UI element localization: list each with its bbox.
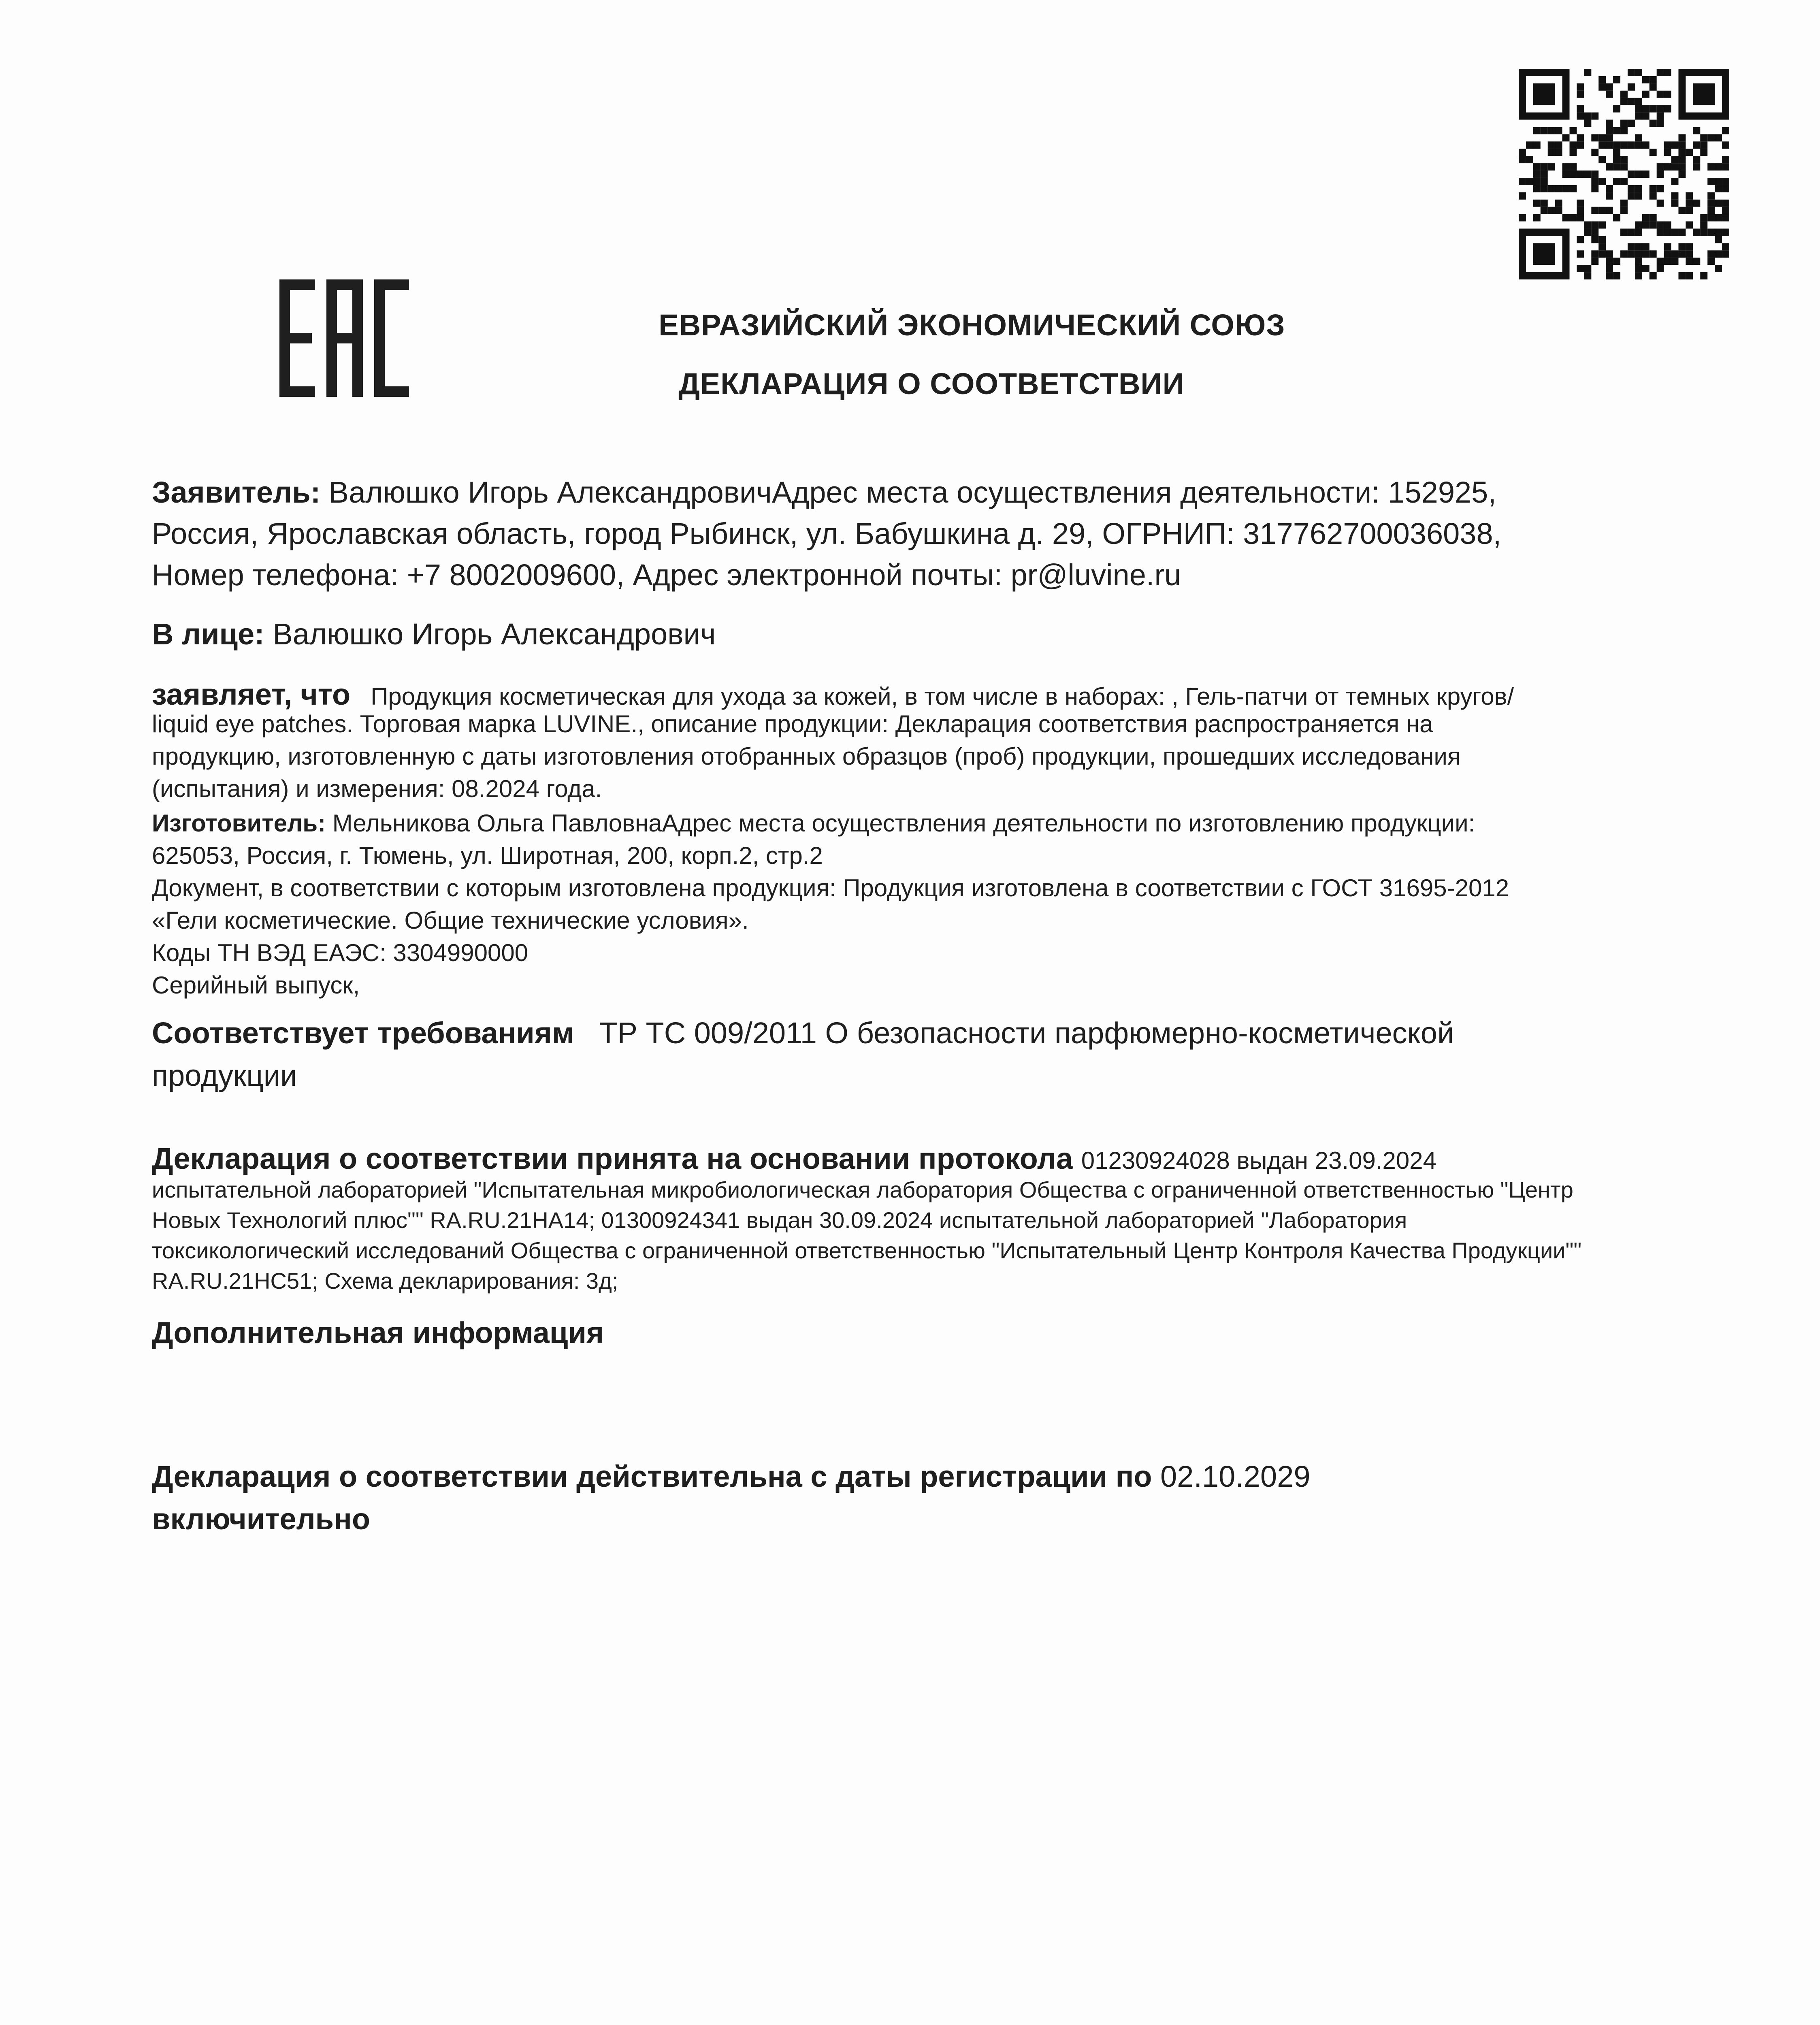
- applicant-line-2: Россия, Ярославская область, город Рыбинск, ул. Бабушкина д. 29, ОГРНИП: 317762700036038,: [152, 517, 1502, 550]
- manufacturer-line-1: [152, 808, 1711, 839]
- requirements-line-2: продукции: [152, 1059, 297, 1092]
- manufacturer-text-1: Мельникова Ольга ПавловнаАдрес места осуществления деятельности по изготовлению продукции:: [332, 810, 1475, 837]
- validity-date: 02.10.2029: [1160, 1460, 1311, 1493]
- declares-line-2: liquid eye patches. Торговая марка LUVINE., описание продукции: Декларация соответствия распространяется на: [152, 710, 1433, 738]
- person-line: [152, 614, 1711, 655]
- applicant-text-1: Валюшко Игорь АлександровичАдрес места осуществления деятельности: 152925,: [328, 475, 1496, 509]
- basis-line-3: Новых Технологий плюс"" RA.RU.21НА14; 01300924341 выдан 30.09.2024 испытательной лабораторией "Лаборатория: [152, 1207, 1407, 1233]
- person-value: Валюшко Игорь Александрович: [273, 617, 716, 651]
- applicant-line-1: [152, 472, 1711, 513]
- basis-label: Декларация о соответствии принята на основании протокола: [152, 1142, 1073, 1175]
- eac-logo: [279, 279, 409, 397]
- declares-label: заявляет, что: [152, 678, 351, 711]
- basis-text-1: 01230924028 выдан 23.09.2024: [1081, 1147, 1436, 1174]
- manufacturer-line-6: Серийный выпуск,: [152, 972, 360, 999]
- applicant-label: Заявитель:: [152, 475, 321, 509]
- manufacturer-line-4: «Гели косметические. Общие технические условия».: [152, 907, 749, 934]
- document-title: ДЕКЛАРАЦИЯ О СООТВЕТСТВИИ: [678, 367, 1185, 401]
- declares-line-3: продукцию, изготовленную с даты изготовления отобранных образцов (проб) продукции, прошедших исследования: [152, 743, 1461, 770]
- requirements-line-1: [152, 1013, 1711, 1054]
- basis-line-4: токсикологический исследований Общества с ограниченной ответственностью "Испытательный Центр Контроля Качества Продукции"": [152, 1238, 1582, 1263]
- qr-code: [1519, 69, 1729, 279]
- requirements-text-1: ТР ТС 009/2011 О безопасности парфюмерно-косметической: [599, 1016, 1454, 1050]
- union-title: ЕВРАЗИЙСКИЙ ЭКОНОМИЧЕСКИЙ СОЮЗ: [659, 308, 1285, 342]
- person-label: В лице:: [152, 617, 264, 651]
- requirements-label: Соответствует требованиям: [152, 1016, 574, 1050]
- additional-info-label: Дополнительная информация: [152, 1316, 604, 1349]
- manufacturer-label: Изготовитель:: [152, 810, 326, 837]
- validity-line-2: включительно: [152, 1502, 371, 1536]
- declares-text-1: Продукция косметическая для ухода за кожей, в том числе в наборах: , Гель-патчи от темных кругов/: [371, 683, 1514, 710]
- basis-line-1: [152, 1138, 1711, 1179]
- applicant-line-3: Номер телефона: +7 8002009600, Адрес электронной почты: pr@luvine.ru: [152, 558, 1181, 592]
- basis-line-2: испытательной лабораторией "Испытательная микробиологическая лаборатория Общества с ограниченной ответственностью "Центр: [152, 1177, 1573, 1202]
- manufacturer-line-3: Документ, в соответствии с которым изготовлена продукция: Продукция изготовлена в соответствии с ГОСТ 31695-2012: [152, 874, 1509, 902]
- manufacturer-line-2: 625053, Россия, г. Тюмень, ул. Широтная, 200, корп.2, стр.2: [152, 842, 823, 869]
- declares-line-4: (испытания) и измерения: 08.2024 года.: [152, 775, 602, 802]
- manufacturer-line-5: Коды ТН ВЭД ЕАЭС: 3304990000: [152, 939, 529, 966]
- validity-line-1: [152, 1456, 1711, 1497]
- basis-line-5: RA.RU.21НС51; Схема декларирования: 3д;: [152, 1268, 618, 1294]
- validity-label: Декларация о соответствии действительна с даты регистрации по: [152, 1460, 1152, 1493]
